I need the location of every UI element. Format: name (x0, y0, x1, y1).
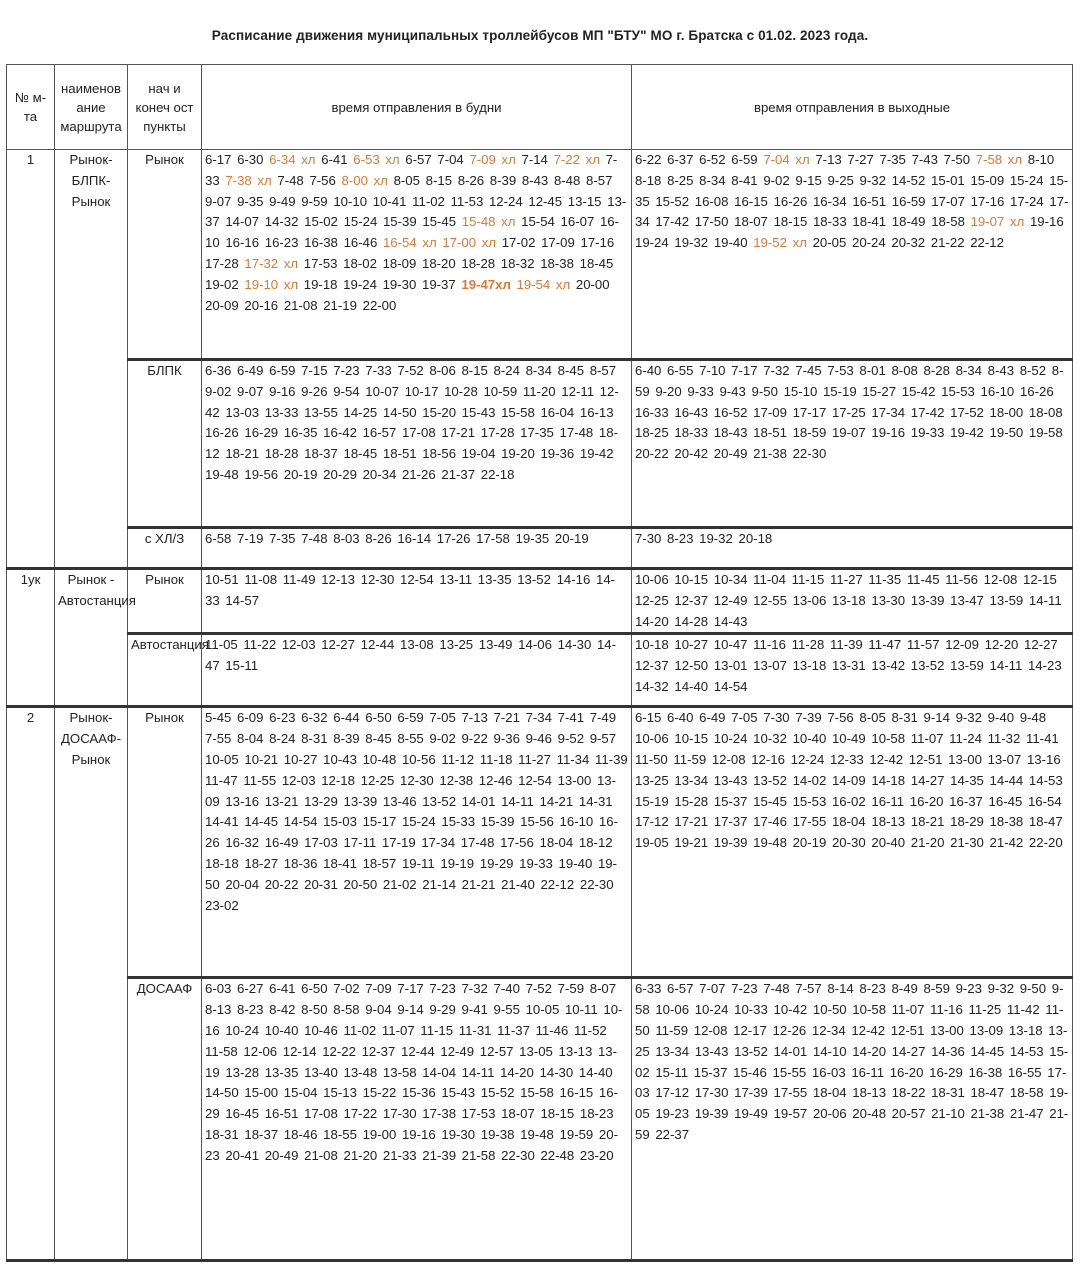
stop-name: Рынок (128, 150, 202, 360)
departure-time: 12-24 (488, 193, 523, 209)
departure-time: 15-52 (655, 193, 690, 209)
departure-time: 20-00 (575, 276, 610, 292)
departure-time: 8-10 (1027, 152, 1055, 167)
departure-time: 6-57 (405, 152, 432, 167)
departure-time: 17-16 (970, 193, 1005, 209)
departure-time: 8-57 (586, 172, 613, 188)
departure-time: 13-37 (205, 193, 627, 230)
departure-time: 20-16 (244, 297, 279, 313)
departure-time: 16-38 (304, 235, 338, 251)
weekday-times: 6-36 6-49 6-59 7-15 7-23 7-33 7-52 8-06 8-15 8-24 8-34 8-45 8-57 9-02 9-07 9-16 9-26 9-54 10-07 10-17 10-28 10-59 11-20 12-11 12-42 13-03 13-33 13-55 14-25 14-50 15-20 15-43 15-58 16-04 16-13 16-26 16-29 16-35 16-42 16-57 17-08 17-21 17-28 17-35 17-48 18-12 18-21 18-28 18-37 18-45 18-51 18-56 19-04 19-20 19-36 19-42 19-48 19-56 20-19 20-29 20-34 21-26 21-37 22-18 (202, 360, 632, 528)
departure-time: 14-07 (225, 214, 260, 230)
departure-time: 20-24 (851, 235, 886, 251)
departure-time: 8-18 (635, 172, 662, 188)
departure-time: 14-32 (264, 214, 299, 230)
departure-time: 17-34 (635, 193, 1069, 230)
departure-time: 6-17 (205, 152, 232, 167)
departure-time: 16-15 (734, 193, 768, 209)
departure-time: 21-19 (323, 297, 357, 313)
departure-time: 19-24 (635, 235, 669, 251)
header-route-name: наименов ание маршрута (55, 65, 128, 150)
departure-time: 10-10 (333, 193, 368, 209)
departure-time: 19-40 (713, 235, 748, 251)
departure-time: 8-34 (699, 172, 726, 188)
departure-time: 17-00 хл (442, 235, 497, 251)
departure-time: 7-04 (437, 152, 464, 167)
weekend-times: 7-30 8-23 19-32 20-18 (632, 528, 1073, 569)
departure-time: 16-07 (560, 214, 595, 230)
departure-time: 18-09 (382, 255, 417, 271)
departure-time: 19-07 хл (970, 214, 1025, 230)
departure-time: 6-53 хл (353, 152, 400, 167)
departure-time: 18-02 (343, 255, 377, 271)
departure-time: 6-30 (237, 152, 264, 167)
departure-time: 8-25 (667, 172, 694, 188)
departure-time: 17-16 (580, 235, 615, 251)
departure-time: 15-48 хл (461, 214, 516, 230)
departure-time: 17-07 (931, 193, 965, 209)
departure-time: 19-54 хл (516, 276, 571, 292)
departure-time: 8-48 (553, 172, 581, 188)
table-row (7, 978, 1073, 1261)
departure-time: 8-26 (457, 172, 485, 188)
departure-time: 19-47хл (461, 276, 511, 292)
departure-time: 19-32 (674, 235, 709, 251)
departure-time: 17-02 (501, 235, 536, 251)
table-row (7, 569, 1073, 634)
header-row (7, 65, 1073, 150)
table-row (7, 634, 1073, 707)
departure-time: 22-00 (362, 297, 397, 313)
departure-time: 18-32 (500, 255, 535, 271)
departure-time: 19-37 (421, 276, 456, 292)
departure-time: 16-16 (225, 235, 260, 251)
schedule-table (6, 64, 1073, 1262)
stop-name: Рынок (128, 707, 202, 978)
departure-time: 7-27 (847, 152, 874, 167)
weekday-times: 5-45 6-09 6-23 6-32 6-44 6-50 6-59 7-05 7-13 7-21 7-34 7-41 7-49 7-55 8-04 8-24 8-31 8-39 8-45 8-55 9-02 9-22 9-36 9-46 9-52 9-57 10-05 10-21 10-27 10-43 10-48 10-56 11-12 11-18 11-27 11-34 11-39 11-47 11-55 12-03 12-18 12-25 12-30 12-38 12-46 12-54 13-00 13-09 13-16 13-21 13-29 13-39 13-46 13-52 14-01 14-11 14-21 14-31 14-41 14-45 14-54 15-03 15-17 15-24 15-33 15-39 15-56 16-10 16-26 16-32 16-49 17-03 17-11 17-19 17-34 17-48 17-56 18-04 18-12 18-18 18-27 18-36 18-41 18-57 19-11 19-19 19-29 19-33 19-40 19-50 20-04 20-22 20-31 20-50 21-02 21-14 21-21 21-40 22-12 22-30 23-02 (202, 707, 632, 978)
departure-time: 6-22 (635, 152, 662, 167)
departure-time: 20-32 (891, 235, 926, 251)
departure-time: 8-41 (731, 172, 758, 188)
departure-time: 7-48 (277, 172, 304, 188)
departure-time: 18-58 (931, 214, 965, 230)
departure-time: 7-56 (309, 172, 336, 188)
stop-name: Автостанция (128, 634, 202, 707)
departure-time: 19-24 (343, 276, 377, 292)
header-weekend-times: время отправления в выходные (632, 65, 1073, 150)
departure-time: 9-35 (237, 193, 264, 209)
table-row (7, 528, 1073, 569)
weekday-times: 10-51 11-08 11-49 12-13 12-30 12-54 13-11 13-35 13-52 14-16 14-33 14-57 (202, 569, 632, 634)
departure-time: 17-53 (303, 255, 338, 271)
departure-time: 7-14 (521, 152, 548, 167)
departure-time: 20-09 (205, 297, 239, 313)
table-row (7, 707, 1073, 978)
departure-time: 6-52 (699, 152, 726, 167)
departure-time: 15-01 (931, 172, 965, 188)
departure-time: 8-39 (489, 172, 517, 188)
route-number: 1 (7, 150, 55, 569)
weekday-times: 11-05 11-22 12-03 12-27 12-44 13-08 13-25 13-49 14-06 14-30 14-47 15-11 (202, 634, 632, 707)
departure-time: 21-08 (283, 297, 318, 313)
departure-time: 18-45 (579, 255, 614, 271)
departure-time: 16-46 (343, 235, 378, 251)
departure-time: 8-15 (425, 172, 453, 188)
departure-time: 8-00 хл (341, 172, 388, 188)
departure-time: 18-15 (773, 214, 808, 230)
departure-time: 13-15 (567, 193, 602, 209)
departure-time: 6-37 (667, 152, 694, 167)
stop-name: ДОСААФ (128, 978, 202, 1261)
departure-time: 9-49 (269, 193, 296, 209)
route-number: 2 (7, 707, 55, 1261)
departure-time: 19-10 хл (244, 276, 299, 292)
departure-time: 16-10 (205, 214, 620, 251)
departure-time: 16-26 (773, 193, 808, 209)
weekend-times: 10-06 10-15 10-34 11-04 11-15 11-27 11-35 11-45 11-56 12-08 12-15 12-25 12-37 12-49 12-55 13-06 13-18 13-30 13-39 13-47 13-59 14-11 14-20 14-28 14-43 (632, 569, 1073, 634)
departure-time: 15-09 (970, 172, 1005, 188)
header-route-number: № м-та (7, 65, 55, 150)
departure-time: 17-32 хл (244, 255, 299, 271)
departure-time: 18-49 (891, 214, 926, 230)
departure-time: 19-02 (205, 276, 239, 292)
header-weekday-times: время отправления в будни (202, 65, 632, 150)
departure-time: 7-13 (815, 152, 842, 167)
weekend-times (632, 150, 1073, 360)
departure-time: 7-33 (205, 152, 618, 188)
departure-time: 20-05 (812, 235, 847, 251)
weekend-times: 10-18 10-27 10-47 11-16 11-28 11-39 11-47 11-57 12-09 12-20 12-27 12-37 12-50 13-01 13-07 13-18 13-31 13-42 13-52 13-59 14-11 14-23 14-32 14-40 14-54 (632, 634, 1073, 707)
departure-time: 17-28 (205, 255, 239, 271)
departure-time: 16-59 (891, 193, 926, 209)
departure-time: 7-58 хл (975, 152, 1023, 167)
departure-time: 15-02 (304, 214, 338, 230)
departure-time: 18-41 (852, 214, 887, 230)
departure-time: 18-33 (812, 214, 847, 230)
route-name: Рынок-ДОСААФ-Рынок (55, 707, 128, 1261)
weekend-times: 6-15 6-40 6-49 7-05 7-30 7-39 7-56 8-05 8-31 9-14 9-32 9-40 9-48 10-06 10-15 10-24 10-32 10-40 10-49 10-58 11-07 11-24 11-32 11-41 11-50 11-59 12-08 12-16 12-24 12-33 12-42 12-51 13-00 13-07 13-16 13-25 13-34 13-43 13-52 14-02 14-09 14-18 14-27 14-35 14-44 14-53 15-19 15-28 15-37 15-45 15-53 16-02 16-11 16-20 16-37 16-45 16-54 17-12 17-21 17-37 17-46 17-55 18-04 18-13 18-21 18-29 18-38 18-47 19-05 19-21 19-39 19-48 20-19 20-30 20-40 21-20 21-30 21-42 22-20 (632, 707, 1073, 978)
route-name: Рынок-БЛПК-Рынок (55, 150, 128, 569)
departure-time: 11-53 (450, 193, 484, 209)
departure-time: 19-52 хл (753, 235, 807, 251)
departure-time: 7-35 (879, 152, 906, 167)
header-terminal-stops: нач и конеч ост пункты (128, 65, 202, 150)
weekday-times: 6-03 6-27 6-41 6-50 7-02 7-09 7-17 7-23 7-32 7-40 7-52 7-59 8-07 8-13 8-23 8-42 8-50 8-58 9-04 9-14 9-29 9-41 9-55 10-05 10-11 10-16 10-24 10-40 10-46 11-02 11-07 11-15 11-31 11-37 11-46 11-52 11-58 12-06 12-14 12-22 12-37 12-44 12-49 12-57 13-05 13-13 13-19 13-28 13-35 13-40 13-48 13-58 14-04 14-11 14-20 14-30 14-40 14-50 15-00 15-04 15-13 15-22 15-36 15-43 15-52 15-58 16-15 16-29 16-45 16-51 17-08 17-22 17-30 17-38 17-53 18-07 18-15 18-23 18-31 18-37 18-46 18-55 19-00 19-16 19-30 19-38 19-48 19-59 20-23 20-41 20-49 21-08 21-20 21-33 21-39 21-58 22-30 22-48 23-20 (202, 978, 632, 1261)
departure-time: 19-30 (382, 276, 417, 292)
departure-time: 18-07 (734, 214, 768, 230)
departure-time: 21-22 (930, 235, 965, 251)
departure-time: 22-12 (970, 235, 1004, 251)
weekend-times: 6-33 6-57 7-07 7-23 7-48 7-57 8-14 8-23 8-49 8-59 9-23 9-32 9-50 9-58 10-06 10-24 10-33 10-42 10-50 10-58 11-07 11-16 11-25 11-42 11-50 11-59 12-08 12-17 12-26 12-34 12-42 12-51 13-00 13-09 13-18 13-25 13-34 13-43 13-52 14-01 14-10 14-20 14-27 14-36 14-45 14-53 15-02 15-11 15-37 15-46 15-55 16-03 16-11 16-20 16-29 16-38 16-55 17-03 17-12 17-30 17-39 17-55 18-04 18-13 18-22 18-31 18-47 18-58 19-05 19-23 19-39 19-49 19-57 20-06 20-48 20-57 21-10 21-38 21-47 21-59 22-37 (632, 978, 1073, 1261)
departure-time: 15-24 (1009, 172, 1044, 188)
departure-time: 15-24 (343, 214, 378, 230)
table-row (7, 360, 1073, 528)
departure-time: 16-54 хл (382, 235, 437, 251)
departure-time: 10-41 (372, 193, 407, 209)
departure-time: 14-52 (891, 172, 926, 188)
departure-time: 6-34 хл (269, 152, 316, 167)
departure-time: 9-07 (205, 193, 232, 209)
departure-time: 9-02 (763, 172, 790, 188)
departure-time: 16-08 (694, 193, 729, 209)
departure-time: 9-32 (859, 172, 886, 188)
weekend-times: 6-40 6-55 7-10 7-17 7-32 7-45 7-53 8-01 8-08 8-28 8-34 8-43 8-52 8-59 9-20 9-33 9-43 9-50 15-10 15-19 15-27 15-42 15-53 16-10 16-26 16-33 16-43 16-52 17-09 17-17 17-25 17-34 17-42 17-52 18-00 18-08 18-25 18-33 18-43 18-51 18-59 19-07 19-16 19-33 19-42 19-50 19-58 20-22 20-42 20-49 21-38 22-30 (632, 360, 1073, 528)
departure-time: 9-25 (827, 172, 854, 188)
departure-time: 17-09 (541, 235, 575, 251)
departure-time: 19-16 (1029, 214, 1064, 230)
departure-time: 11-02 (412, 193, 445, 209)
departure-time: 16-23 (264, 235, 299, 251)
weekday-times (202, 150, 632, 360)
departure-time: 12-45 (528, 193, 563, 209)
departure-time: 7-43 (911, 152, 938, 167)
stop-name: Рынок (128, 569, 202, 634)
departure-time: 9-59 (301, 193, 328, 209)
departure-time: 15-39 (382, 214, 417, 230)
table-row (7, 150, 1073, 360)
departure-time: 7-50 (943, 152, 971, 167)
departure-time: 18-38 (540, 255, 574, 271)
departure-time: 7-38 хл (225, 172, 272, 188)
departure-time: 17-24 (1010, 193, 1044, 209)
departure-time: 17-50 (694, 214, 729, 230)
departure-time: 15-35 (635, 172, 1069, 209)
departure-time: 16-34 (812, 193, 847, 209)
route-number: 1ук (7, 569, 55, 707)
departure-time: 17-42 (655, 214, 690, 230)
stop-name: с ХЛ/З (128, 528, 202, 569)
departure-time: 15-45 (422, 214, 457, 230)
stop-name: БЛПК (128, 360, 202, 528)
departure-time: 8-05 (393, 172, 420, 188)
departure-time: 15-54 (521, 214, 555, 230)
departure-time: 7-09 хл (469, 152, 516, 167)
departure-time: 16-51 (852, 193, 887, 209)
departure-time: 7-22 хл (553, 152, 600, 167)
departure-time: 19-18 (303, 276, 338, 292)
departure-time: 6-41 (321, 152, 348, 167)
route-name: Рынок - Автостанция (55, 569, 128, 707)
departure-time: 6-59 (731, 152, 758, 167)
departure-time: 9-15 (795, 172, 822, 188)
weekday-times: 6-58 7-19 7-35 7-48 8-03 8-26 16-14 17-26 17-58 19-35 20-19 (202, 528, 632, 569)
departure-time: 8-43 (521, 172, 549, 188)
page-title: Расписание движения муниципальных троллейбусов МП "БТУ" МО г. Братска с 01.02. 2023 года. (211, 28, 869, 43)
departure-time: 7-04 хл (763, 152, 810, 167)
departure-time: 18-20 (421, 255, 456, 271)
departure-time: 18-28 (461, 255, 496, 271)
